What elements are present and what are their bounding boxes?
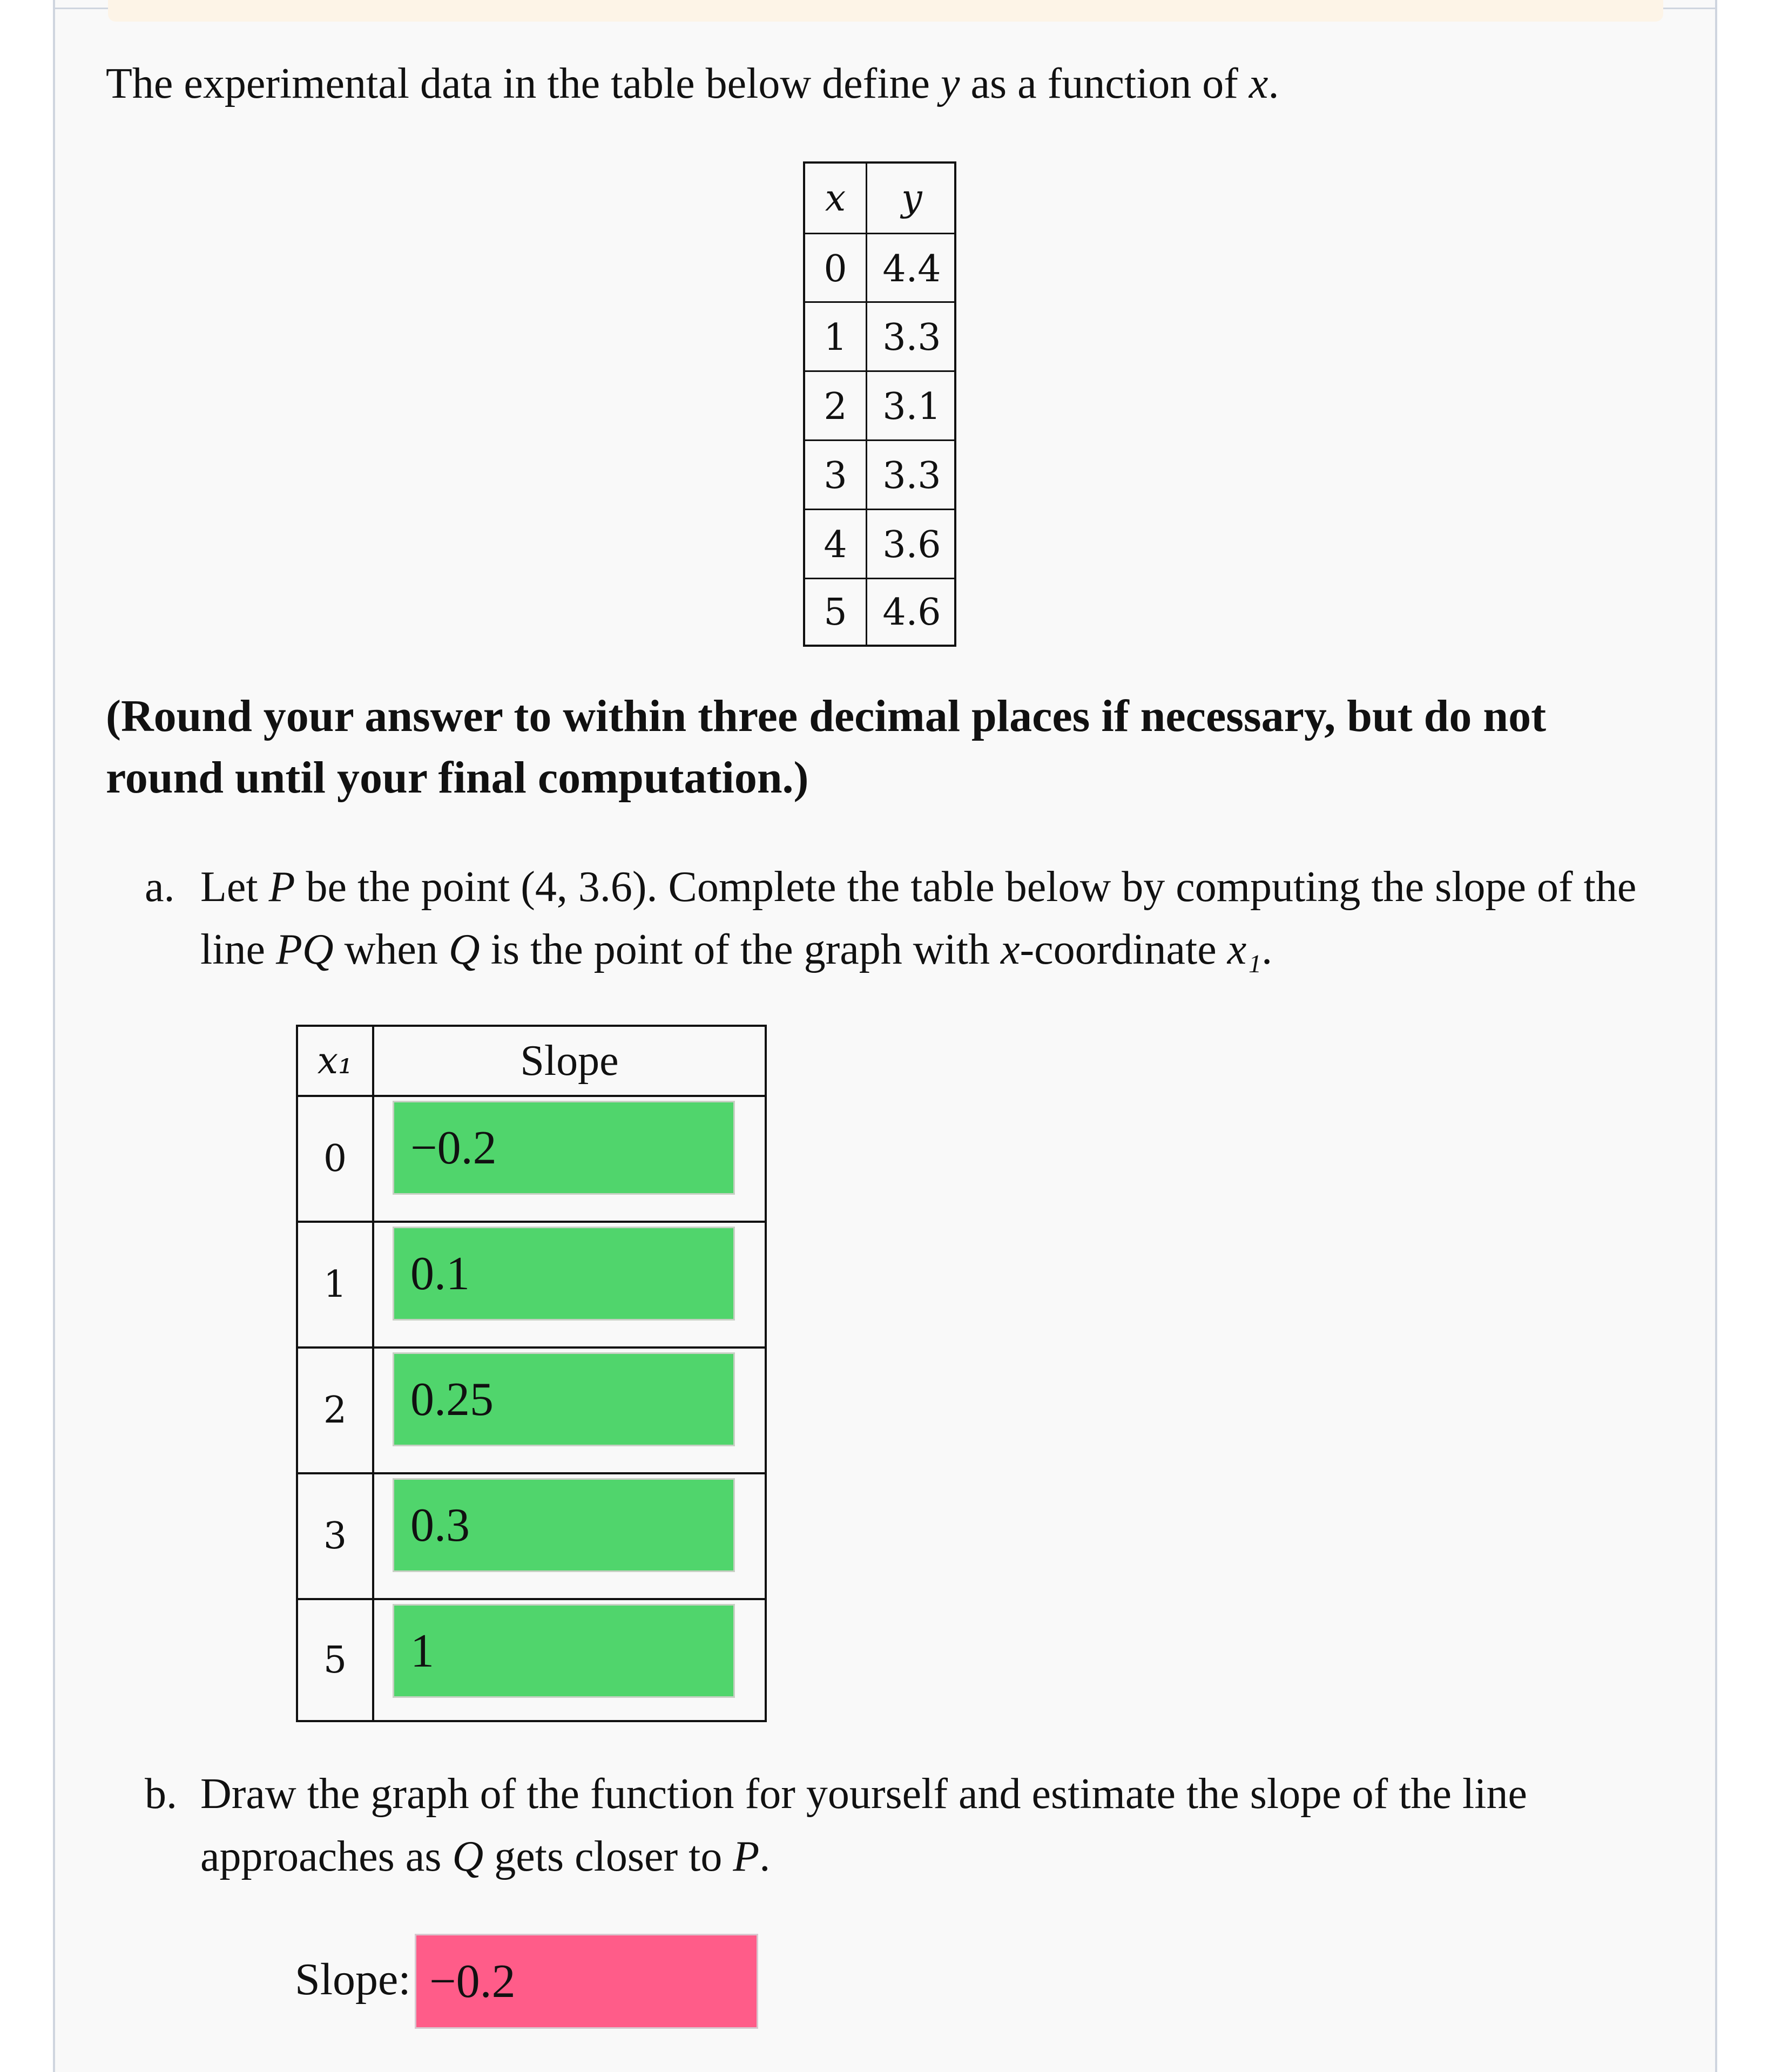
slope-input-x1-1[interactable]: 0.1 (393, 1227, 735, 1321)
table-row (805, 234, 954, 303)
part-b-text (200, 1763, 1658, 1888)
cell-x: 1 (824, 316, 847, 359)
intro-text-3: . (1268, 60, 1279, 107)
cell-x1: 5 (323, 1638, 347, 1682)
cell-x1: 3 (323, 1515, 347, 1558)
top-banner (108, 0, 1663, 22)
part-a-label: a. (145, 863, 175, 911)
part-a-t4: when (333, 926, 449, 973)
slope-input-x1-2[interactable]: 0.25 (393, 1352, 735, 1446)
part-a-t2: be the point (295, 863, 521, 911)
cell-x: 3 (824, 454, 847, 497)
problem-intro (106, 54, 1279, 113)
var-y: y (941, 60, 960, 107)
part-b-label: b. (145, 1770, 177, 1818)
cell-x: 0 (824, 247, 847, 290)
cell-y: 4.4 (882, 247, 941, 290)
header-x: x (825, 177, 846, 220)
var-P: P (733, 1833, 760, 1880)
header-slope: Slope (520, 1037, 619, 1085)
intro-text-1: The experimental data in the table below define (106, 60, 941, 107)
slope-input-x1-5[interactable]: 1 (393, 1604, 735, 1698)
part-b-t1: Draw the graph of the function for yourself and estimate the slope of the line approaches as (200, 1770, 1527, 1880)
table-row (805, 372, 954, 441)
var-x: x (1000, 926, 1020, 973)
cell-x: 5 (824, 591, 847, 634)
var-P: P (268, 863, 295, 911)
header-y: y (901, 177, 922, 220)
table-divider (372, 1027, 374, 1720)
var-Q: Q (448, 926, 480, 973)
cell-y: 3.6 (882, 523, 941, 566)
slope-input-x1-3[interactable]: 0.3 (393, 1478, 735, 1572)
part-a-text (200, 856, 1658, 981)
final-slope-label: Slope: (295, 1954, 411, 2005)
cell-x1: 2 (323, 1389, 347, 1432)
rounding-instruction: (Round your answer to within three decimal places if necessary, but do not round until your final computation.) (106, 691, 1547, 803)
cell-y: 4.6 (882, 591, 941, 634)
table-row (805, 510, 954, 579)
header-x1: x₁ (317, 1039, 353, 1082)
table-row (805, 441, 954, 510)
cell-y: 3.3 (882, 454, 941, 497)
var-Q: Q (452, 1833, 484, 1880)
part-a-t3: . Complete the table below by computing the slope of the line (200, 863, 1637, 973)
slope-table (296, 1025, 767, 1722)
var-PQ: PQ (275, 926, 334, 973)
table-row (805, 578, 954, 647)
cell-x: 4 (824, 523, 847, 566)
var-x: x (1248, 60, 1268, 107)
cell-x1: 1 (323, 1263, 347, 1306)
table-row (805, 303, 954, 372)
cell-y: 3.3 (882, 316, 941, 359)
final-slope-input[interactable]: −0.2 (415, 1934, 758, 2029)
part-a-t1: Let (200, 863, 269, 911)
cell-y: 3.1 (882, 385, 941, 428)
part-a-t5: is the point of the graph with (480, 926, 1001, 973)
part-a-t7: . (1261, 926, 1273, 973)
point-P: (4, 3.6) (521, 863, 647, 911)
part-b-t2: gets closer to (483, 1833, 733, 1880)
var-x1: x₁ (1227, 926, 1262, 973)
intro-text-2: as a function of (960, 60, 1249, 107)
table-header-row (805, 164, 954, 233)
cell-x1: 0 (323, 1137, 347, 1180)
data-table (803, 161, 956, 647)
slope-input-x1-0[interactable]: −0.2 (393, 1101, 735, 1195)
part-a-t6: -coordinate (1020, 926, 1227, 973)
part-b-t3: . (759, 1833, 771, 1880)
cell-x: 2 (824, 385, 847, 428)
